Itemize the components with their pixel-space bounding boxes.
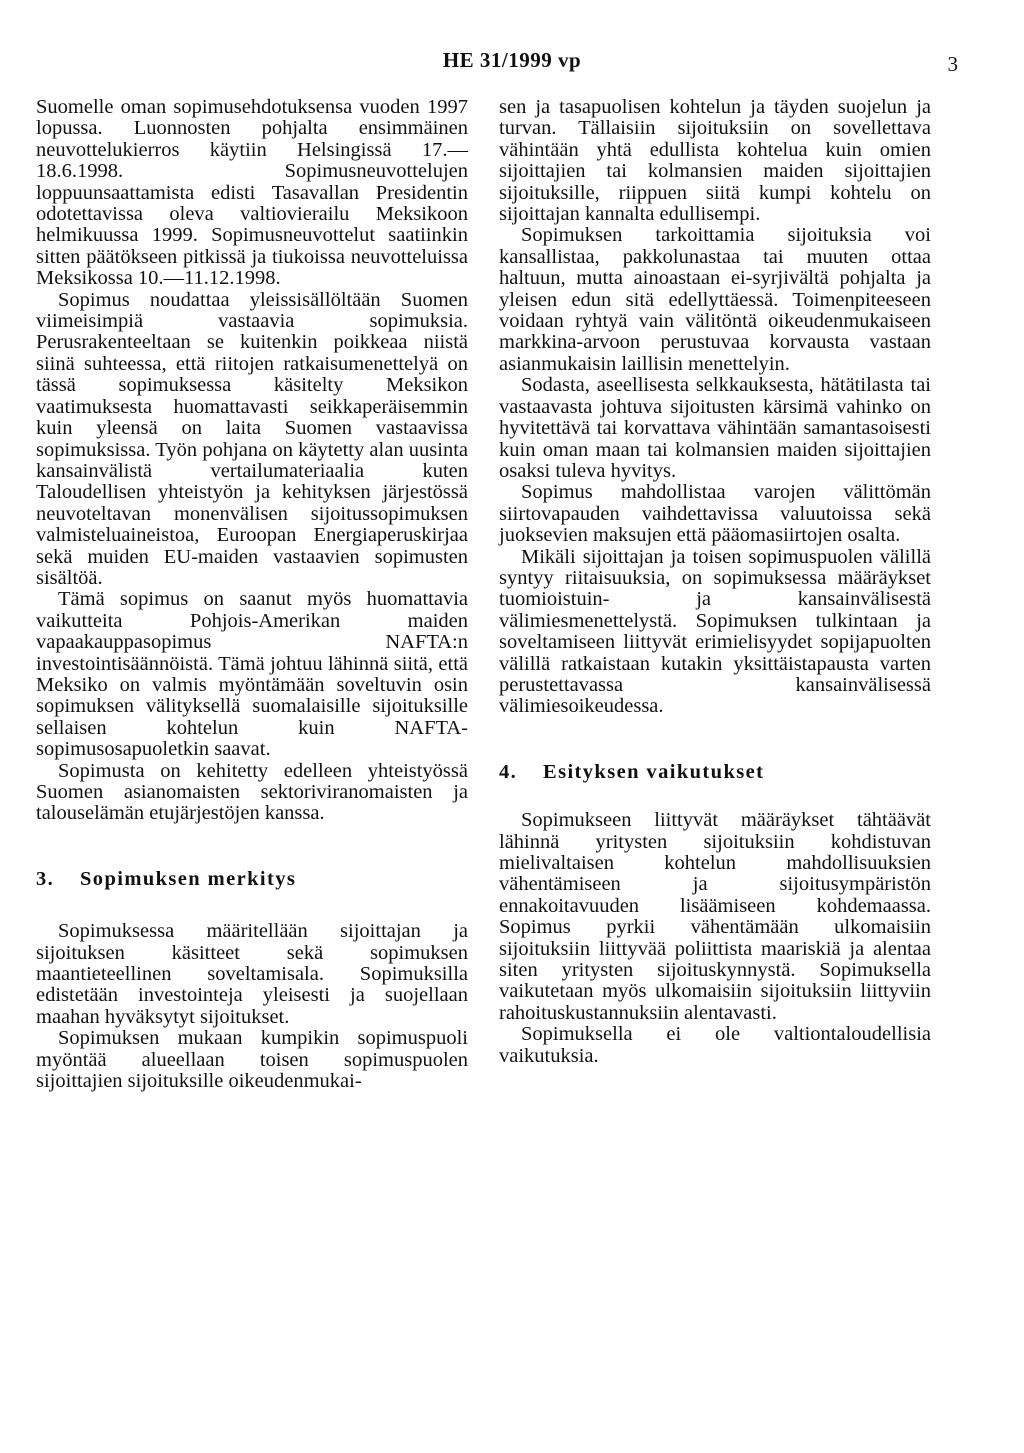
section-title: Esityksen vaikutukset [543, 760, 765, 783]
paragraph: Sopimuksen tarkoittamia sijoituksia voi kansallistaa, pakkolunastaa tai muuten ottaa haltuun, mutta ainoastaan ei-syrjivältä pohjalta ja yleisen edun sitä edellyttäessä. Toimenpiteeseen voidaan ryhtyä vain välitöntä oikeudenmukaiseen markkina-arvoon perustuvaa korvausta vastaan asianmukaisin laillisin menettelyin. [499, 224, 931, 375]
section-number: 4. [499, 760, 518, 783]
left-column [36, 97, 468, 1092]
page-number: 3 [947, 52, 958, 76]
paragraph: Mikäli sijoittajan ja toisen sopimuspuolen välillä syntyy riitaisuuksia, on sopimuksessa määräykset tuomioistuin- ja kansainvälisestä välimiesmenettelystä. Sopimuksen tulkintaan ja soveltamiseen liittyvät erimielisyydet sopijapuolten välillä ratkaistaan kutakin yksittäistapausta varten perustettavassa kansainvälisessä välimiesoikeudessa. [499, 545, 931, 718]
section-number: 3. [36, 867, 55, 890]
running-head: HE 31/1999 vp [442, 48, 582, 72]
paragraph: Sodasta, aseellisesta selkkauksesta, hätätilasta tai vastaavasta johtuva sijoitusten kärsimä vahinko on hyvitettävä tai korvattava vähintään samantasoisesti kuin oman maan tai kolmansien maiden sijoittajien osaksi tuleva hyvitys. [499, 374, 931, 482]
paragraph: Sopimuksen mukaan kumpikin sopimuspuoli myöntää alueellaan toisen sopimuspuolen sijoittajien sijoituksille oikeudenmukai- [36, 1027, 468, 1093]
section-title: Sopimuksen merkitys [80, 867, 297, 890]
paragraph: Sopimusta on kehitetty edelleen yhteistyössä Suomen asianomaisten sektoriviranomaisten ja talouselämän etujärjestöjen kanssa. [36, 759, 468, 825]
paragraph: Sopimukseen liittyvät määräykset tähtäävät lähinnä yritysten sijoituksiin kohdistuvan mielivaltaisen kohtelun mahdollisuuksien vähentämiseen ja sijoitusympäristön ennakoitavuuden lisäämiseen kohdemaassa. Sopimus pyrkii vähentämään ulkomaisiin sijoituksiin liittyvää poliittista maariskiä ja alentaa siten yritysten sijoituskynnystä. Sopimuksella vaikutetaan myös ulkomaisiin sijoituksiin liittyviin rahoituskustannuksiin alentavasti. [499, 809, 931, 1024]
paragraph: Sopimuksessa määritellään sijoittajan ja sijoituksen käsitteet sekä sopimuksen maantieteellinen soveltamisala. Sopimuksilla edistetään investointeja yleisesti ja suojellaan maahan hyväksytyt sijoitukset. [36, 920, 468, 1028]
paragraph: sen ja tasapuolisen kohtelun ja täyden suojelun ja turvan. Tällaisiin sijoituksiin on sovellettava vähintään yhtä edullista kohtelua kuin omien sijoittajien tai kolmansien maiden sijoittajien sijoituksille, riippuen siitä kumpi kohtelu on sijoittajan kannalta edullisempi. [499, 96, 931, 226]
paragraph: Sopimus noudattaa yleissisällöltään Suomen viimeisimpiä vastaavia sopimuksia. Perusrakenteeltaan se kuitenkin poikkeaa niistä siinä suhteessa, että riitojen ratkaisumenettelyä on tässä sopimuksessa käsitelty Meksikon vaatimuksesta huomattavasti seikkaperäisemmin kuin yleensä on laita Suomen vastaavissa sopimuksissa. Työn pohjana on käytetty alan uusinta kansainvälistä vertailumateriaalia kuten Taloudellisen yhteistyön ja kehityksen järjestössä neuvoteltavan monenvälisen sijoitussopimuksen valmisteluaineistoa, Euroopan Energiaperuskirjaa sekä muiden EU-maiden vastaavien sopimusten sisältöä. [36, 288, 468, 589]
section-heading [499, 762, 931, 783]
paragraph: Sopimus mahdollistaa varojen välittömän siirtovapauden vaihdettavissa valuutoissa sekä juoksevien maksujen että pääomasiirtojen osalta. [499, 481, 931, 547]
right-column [499, 97, 931, 1067]
section-heading [36, 869, 468, 890]
paragraph: Suomelle oman sopimusehdotuksensa vuoden 1997 lopussa. Luonnosten pohjalta ensimmäinen neuvottelukierros käytiin Helsingissä 17.—18.6.1998. Sopimusneuvottelujen loppuunsaattamista edisti Tasavallan Presidentin odotettavissa oleva valtiovierailu Meksikoon helmikuussa 1999. Sopimusneuvottelut saatiinkin sitten päätökseen pitkissä ja tiukoissa neuvotteluissa Meksikossa 10.—11.12.1998. [36, 96, 468, 290]
paragraph: Sopimuksella ei ole valtiontaloudellisia vaikutuksia. [499, 1023, 931, 1067]
paragraph: Tämä sopimus on saanut myös huomattavia vaikutteita Pohjois-Amerikan maiden vapaakauppasopimus NAFTA:n investointisäännöistä. Tämä johtuu lähinnä siitä, että Meksiko on valmis myöntämään soveltuvin osin sopimuksen välityksellä suomalaisille sijoituksille sellaisen kohtelun kuin NAFTA-sopimusosapuoletkin saavat. [36, 588, 468, 761]
